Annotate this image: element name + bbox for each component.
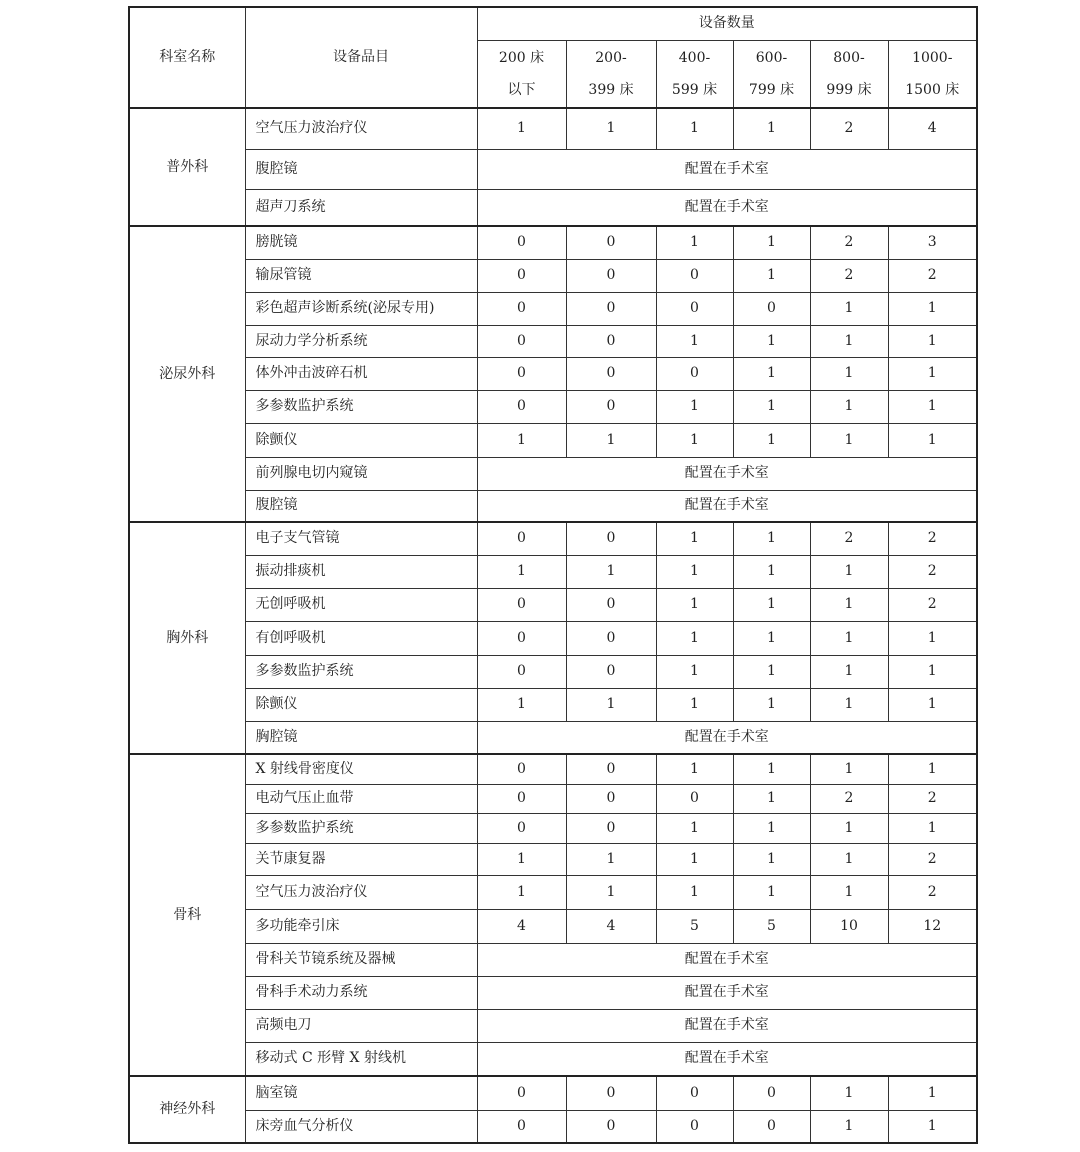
count-cell: 1 — [733, 325, 810, 357]
count-cell: 0 — [656, 1076, 733, 1110]
count-cell: 1 — [810, 292, 888, 325]
dept-column-header: 科室名称 — [129, 7, 245, 108]
count-cell: 0 — [477, 754, 566, 784]
bed-col-header: 1000- 1500 床 — [888, 40, 977, 108]
count-cell: 1 — [810, 754, 888, 784]
count-cell: 1 — [566, 423, 656, 457]
count-cell: 4 — [566, 909, 656, 943]
count-cell: 1 — [656, 390, 733, 423]
count-cell: 0 — [477, 357, 566, 390]
count-cell: 0 — [566, 754, 656, 784]
count-cell: 0 — [477, 226, 566, 259]
count-cell: 1 — [888, 621, 977, 655]
count-cell: 0 — [566, 784, 656, 813]
location-note-cell: 配置在手术室 — [477, 189, 977, 226]
count-cell: 2 — [888, 555, 977, 588]
count-cell: 1 — [656, 621, 733, 655]
item-cell: 移动式 C 形臂 X 射线机 — [245, 1042, 477, 1076]
count-cell: 1 — [733, 754, 810, 784]
count-cell: 2 — [810, 108, 888, 149]
bed-col-header: 800- 999 床 — [810, 40, 888, 108]
item-cell: 电动气压止血带 — [245, 784, 477, 813]
count-cell: 5 — [656, 909, 733, 943]
item-cell: 多参数监护系统 — [245, 390, 477, 423]
item-cell: 彩色超声诊断系统(泌尿专用) — [245, 292, 477, 325]
item-cell: 输尿管镜 — [245, 259, 477, 292]
count-cell: 1 — [810, 423, 888, 457]
count-cell: 1 — [810, 1076, 888, 1110]
table-row — [129, 423, 977, 457]
location-note-cell: 配置在手术室 — [477, 976, 977, 1009]
count-cell: 2 — [810, 522, 888, 555]
table-row — [129, 688, 977, 721]
count-cell: 1 — [888, 325, 977, 357]
count-cell: 2 — [888, 875, 977, 909]
count-cell: 1 — [477, 423, 566, 457]
count-cell: 1 — [733, 357, 810, 390]
count-cell: 0 — [566, 621, 656, 655]
count-cell: 0 — [477, 522, 566, 555]
count-cell: 1 — [477, 688, 566, 721]
location-note-cell: 配置在手术室 — [477, 149, 977, 189]
count-cell: 1 — [477, 875, 566, 909]
table-row — [129, 813, 977, 843]
count-group-header: 设备数量 — [477, 7, 977, 40]
count-cell: 0 — [566, 588, 656, 621]
table-body — [129, 108, 977, 1143]
count-cell: 2 — [888, 784, 977, 813]
item-column-header: 设备品目 — [245, 7, 477, 108]
item-cell: X 射线骨密度仪 — [245, 754, 477, 784]
table-row — [129, 357, 977, 390]
count-cell: 1 — [888, 655, 977, 688]
count-cell: 1 — [888, 390, 977, 423]
item-cell: 骨科手术动力系统 — [245, 976, 477, 1009]
count-cell: 0 — [656, 784, 733, 813]
table-row — [129, 1110, 977, 1143]
count-cell: 1 — [566, 688, 656, 721]
count-cell: 1 — [656, 754, 733, 784]
table-row — [129, 943, 977, 976]
location-note-cell: 配置在手术室 — [477, 457, 977, 490]
count-cell: 1 — [888, 688, 977, 721]
count-cell: 1 — [733, 813, 810, 843]
count-cell: 1 — [888, 423, 977, 457]
dept-cell: 泌尿外科 — [129, 226, 245, 522]
count-cell: 1 — [888, 1076, 977, 1110]
count-cell: 2 — [888, 259, 977, 292]
count-cell: 1 — [733, 390, 810, 423]
item-cell: 超声刀系统 — [245, 189, 477, 226]
count-cell: 0 — [733, 1076, 810, 1110]
item-cell: 空气压力波治疗仪 — [245, 875, 477, 909]
count-cell: 1 — [566, 875, 656, 909]
table-row — [129, 621, 977, 655]
table-row — [129, 189, 977, 226]
count-cell: 2 — [888, 522, 977, 555]
table-row — [129, 754, 977, 784]
table-row — [129, 784, 977, 813]
count-cell: 0 — [733, 292, 810, 325]
count-cell: 0 — [477, 325, 566, 357]
count-cell: 1 — [566, 555, 656, 588]
count-cell: 1 — [477, 843, 566, 875]
count-cell: 0 — [566, 357, 656, 390]
table-row — [129, 226, 977, 259]
count-cell: 2 — [888, 588, 977, 621]
count-cell: 1 — [477, 108, 566, 149]
count-cell: 0 — [566, 259, 656, 292]
count-cell: 1 — [810, 621, 888, 655]
dept-cell: 骨科 — [129, 754, 245, 1076]
table-row — [129, 875, 977, 909]
count-cell: 0 — [477, 588, 566, 621]
item-cell: 骨科关节镜系统及器械 — [245, 943, 477, 976]
count-cell: 12 — [888, 909, 977, 943]
count-cell: 0 — [656, 259, 733, 292]
table-row — [129, 1076, 977, 1110]
count-cell: 1 — [656, 423, 733, 457]
count-cell: 1 — [733, 621, 810, 655]
count-cell: 1 — [656, 226, 733, 259]
count-cell: 1 — [656, 688, 733, 721]
count-cell: 1 — [810, 688, 888, 721]
item-cell: 无创呼吸机 — [245, 588, 477, 621]
item-cell: 体外冲击波碎石机 — [245, 357, 477, 390]
count-cell: 0 — [477, 784, 566, 813]
table-row — [129, 843, 977, 875]
count-cell: 0 — [477, 813, 566, 843]
location-note-cell: 配置在手术室 — [477, 1042, 977, 1076]
count-cell: 1 — [733, 588, 810, 621]
table-row — [129, 1042, 977, 1076]
count-cell: 1 — [888, 754, 977, 784]
table-row — [129, 325, 977, 357]
count-cell: 0 — [566, 390, 656, 423]
count-cell: 1 — [733, 688, 810, 721]
table-row — [129, 259, 977, 292]
count-cell: 1 — [733, 259, 810, 292]
count-cell: 2 — [810, 784, 888, 813]
count-cell: 1 — [888, 1110, 977, 1143]
count-cell: 1 — [810, 813, 888, 843]
item-cell: 多功能牵引床 — [245, 909, 477, 943]
count-cell: 1 — [733, 522, 810, 555]
count-cell: 2 — [810, 259, 888, 292]
count-cell: 1 — [477, 555, 566, 588]
table-row — [129, 1009, 977, 1042]
item-cell: 有创呼吸机 — [245, 621, 477, 655]
bed-col-header: 200- 399 床 — [566, 40, 656, 108]
dept-cell: 胸外科 — [129, 522, 245, 754]
count-cell: 1 — [810, 655, 888, 688]
header-row-1 — [129, 7, 977, 40]
table-row — [129, 490, 977, 522]
table-row — [129, 108, 977, 149]
location-note-cell: 配置在手术室 — [477, 490, 977, 522]
item-cell: 腹腔镜 — [245, 490, 477, 522]
item-cell: 床旁血气分析仪 — [245, 1110, 477, 1143]
bed-col-header: 600- 799 床 — [733, 40, 810, 108]
count-cell: 0 — [477, 621, 566, 655]
count-cell: 0 — [566, 1110, 656, 1143]
count-cell: 1 — [810, 875, 888, 909]
item-cell: 关节康复器 — [245, 843, 477, 875]
count-cell: 1 — [888, 292, 977, 325]
count-cell: 0 — [566, 522, 656, 555]
location-note-cell: 配置在手术室 — [477, 721, 977, 754]
count-cell: 0 — [477, 292, 566, 325]
equipment-table-page — [128, 6, 976, 1144]
count-cell: 1 — [888, 357, 977, 390]
count-cell: 1 — [810, 1110, 888, 1143]
table-row — [129, 655, 977, 688]
count-cell: 1 — [810, 390, 888, 423]
location-note-cell: 配置在手术室 — [477, 1009, 977, 1042]
count-cell: 1 — [810, 357, 888, 390]
dept-cell: 普外科 — [129, 108, 245, 226]
count-cell: 0 — [566, 325, 656, 357]
count-cell: 1 — [810, 843, 888, 875]
count-cell: 1 — [656, 655, 733, 688]
count-cell: 1 — [888, 813, 977, 843]
count-cell: 1 — [733, 784, 810, 813]
table-row — [129, 149, 977, 189]
count-cell: 1 — [656, 555, 733, 588]
count-cell: 1 — [810, 325, 888, 357]
count-cell: 0 — [656, 1110, 733, 1143]
bed-col-header: 200 床 以下 — [477, 40, 566, 108]
item-cell: 膀胱镜 — [245, 226, 477, 259]
item-cell: 腹腔镜 — [245, 149, 477, 189]
dept-cell: 神经外科 — [129, 1076, 245, 1143]
item-cell: 多参数监护系统 — [245, 813, 477, 843]
count-cell: 1 — [656, 108, 733, 149]
item-cell: 尿动力学分析系统 — [245, 325, 477, 357]
count-cell: 1 — [733, 108, 810, 149]
count-cell: 5 — [733, 909, 810, 943]
item-cell: 多参数监护系统 — [245, 655, 477, 688]
count-cell: 0 — [566, 813, 656, 843]
equipment-table — [128, 6, 978, 1144]
table-row — [129, 555, 977, 588]
count-cell: 2 — [810, 226, 888, 259]
count-cell: 1 — [566, 843, 656, 875]
bed-col-header: 400- 599 床 — [656, 40, 733, 108]
table-row — [129, 721, 977, 754]
count-cell: 1 — [656, 813, 733, 843]
count-cell: 1 — [656, 325, 733, 357]
item-cell: 前列腺电切内窥镜 — [245, 457, 477, 490]
count-cell: 2 — [888, 843, 977, 875]
item-cell: 电子支气管镜 — [245, 522, 477, 555]
count-cell: 1 — [656, 588, 733, 621]
table-row — [129, 909, 977, 943]
count-cell: 0 — [477, 1110, 566, 1143]
count-cell: 0 — [566, 292, 656, 325]
table-row — [129, 976, 977, 1009]
count-cell: 1 — [810, 588, 888, 621]
item-cell: 空气压力波治疗仪 — [245, 108, 477, 149]
count-cell: 1 — [733, 423, 810, 457]
count-cell: 0 — [566, 226, 656, 259]
count-cell: 0 — [566, 1076, 656, 1110]
count-cell: 0 — [656, 357, 733, 390]
count-cell: 4 — [888, 108, 977, 149]
count-cell: 1 — [656, 843, 733, 875]
count-cell: 1 — [810, 555, 888, 588]
item-cell: 高频电刀 — [245, 1009, 477, 1042]
count-cell: 1 — [733, 655, 810, 688]
count-cell: 1 — [566, 108, 656, 149]
count-cell: 1 — [656, 522, 733, 555]
item-cell: 除颤仪 — [245, 688, 477, 721]
count-cell: 1 — [733, 875, 810, 909]
table-row — [129, 390, 977, 423]
item-cell: 振动排痰机 — [245, 555, 477, 588]
count-cell: 1 — [656, 875, 733, 909]
count-cell: 0 — [477, 390, 566, 423]
count-cell: 10 — [810, 909, 888, 943]
count-cell: 4 — [477, 909, 566, 943]
count-cell: 0 — [477, 1076, 566, 1110]
table-row — [129, 588, 977, 621]
location-note-cell: 配置在手术室 — [477, 943, 977, 976]
count-cell: 0 — [566, 655, 656, 688]
count-cell: 1 — [733, 843, 810, 875]
count-cell: 3 — [888, 226, 977, 259]
item-cell: 脑室镜 — [245, 1076, 477, 1110]
item-cell: 胸腔镜 — [245, 721, 477, 754]
count-cell: 0 — [477, 259, 566, 292]
table-row — [129, 457, 977, 490]
count-cell: 0 — [733, 1110, 810, 1143]
count-cell: 1 — [733, 226, 810, 259]
table-row — [129, 292, 977, 325]
item-cell: 除颤仪 — [245, 423, 477, 457]
count-cell: 0 — [656, 292, 733, 325]
table-row — [129, 522, 977, 555]
count-cell: 0 — [477, 655, 566, 688]
count-cell: 1 — [733, 555, 810, 588]
